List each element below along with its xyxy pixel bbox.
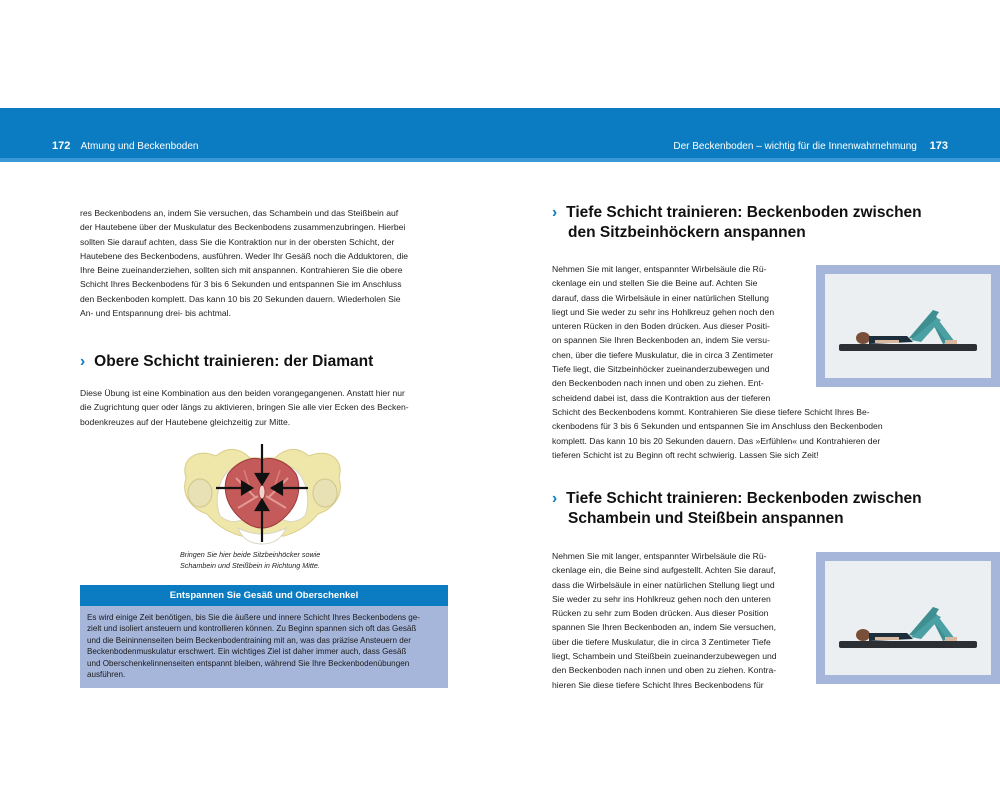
text-line: ckenlage ein und stellen Sie die Beine auf. Achten Sie <box>552 278 758 289</box>
text-line: liegt und Sie weder zu sehr ins Hohlkreuz gehen noch den <box>552 306 775 317</box>
text-line: zielt und isoliert ansteuern und kontrollieren können. Zu Beginn spannen sich oft das Gesäß <box>87 624 417 634</box>
text-line: über die tiefere Muskulatur, die in circa 3 Zentimeter Tiefe <box>552 636 771 647</box>
text-line: dass die Wirbelsäule in einer natürlichen Stellung liegt und <box>552 579 775 590</box>
schambein-heading-line2: Schambein und Steißbein anspannen <box>568 510 844 527</box>
chevron-right-icon: › <box>552 490 558 507</box>
text-line: scheidend dabei ist, dass die Kontraktion aus der tieferen <box>552 392 771 403</box>
exercise-photo-frame-2 <box>816 552 1000 684</box>
text-line: Rücken zu sehr zum Boden drücken. Aus dieser Position <box>552 608 769 619</box>
text-line: Schicht des Beckenbodens kommt. Kontrahieren Sie diese tiefere Schicht Ihres Be- <box>552 406 870 417</box>
continuation-paragraph <box>80 206 448 320</box>
text-line: Tiefe liegt, die Sitzbeinhöcker zueinanderzubewegen und <box>552 364 770 375</box>
right-running-header <box>673 140 948 152</box>
text-line: unteren Rücken in den Boden drücken. Aus dieser Positi- <box>552 321 770 332</box>
text-line: liegt, Schambein und Steißbein zueinanderzubewegen und <box>552 651 777 662</box>
text-line: darauf, dass die Wirbelsäule in einer natürlichen Stellung <box>552 292 769 303</box>
text-line: ckenbodens für 3 bis 6 Sekunden und entspannen Sie im Anschluss den Beckenboden <box>552 421 883 432</box>
text-line: und Oberschenkelinnenseiten entspannt bleiben, während Sie Ihre Beckenbodenübungen <box>87 658 410 668</box>
text-line: den Beckenboden nach innen und oben zu ziehen. Ent- <box>552 378 764 389</box>
sitzbein-heading-line1: Tiefe Schicht trainieren: Beckenboden zwischen <box>566 204 922 221</box>
text-line: Schicht Ihres Beckenbodens für 3 bis 6 Sekunden und entspannen Sie im Anschluss <box>80 279 402 290</box>
text-line: den Beckenboden komplett. Das kann 10 bis 20 Sekunden dauern. Wiederholen Sie <box>80 293 401 304</box>
text-line: Es wird einige Zeit benötigen, bis Sie die äußere und innere Schicht Ihres Beckenbodens ge- <box>87 613 420 622</box>
tip-box-text <box>80 606 448 680</box>
text-line: chen, über die tiefere Muskulatur, die in circa 3 Zentimeter <box>552 349 774 360</box>
text-line: Sie weder zu sehr ins Hohlkreuz gehen noch den unteren <box>552 593 771 604</box>
text-line: sollten Sie darauf achten, dass Sie die Kontraktion nur in der obersten Schicht, der <box>80 236 395 247</box>
left-running-header <box>52 140 198 152</box>
schambein-heading <box>552 489 932 529</box>
text-line: Nehmen Sie mit langer, entspannter Wirbelsäule die Rü- <box>552 264 767 274</box>
schambein-heading-line1: Tiefe Schicht trainieren: Beckenboden zwischen <box>566 490 922 507</box>
right-page-number: 173 <box>929 140 948 152</box>
text-line: ausführen. <box>87 670 126 680</box>
schambein-paragraph <box>552 549 814 692</box>
text-line: komplett. Das kann 10 bis 20 Sekunden dauern. Das »Erfühlen« und Kontrahieren der <box>552 435 881 446</box>
text-line: tieferen Schicht ist zu Beginn oft recht schwierig. Lassen Sie sich Zeit! <box>552 449 819 460</box>
exercise-photo-2 <box>825 561 991 675</box>
diamant-heading-text: Obere Schicht trainieren: der Diamant <box>94 353 374 370</box>
caption-line: Bringen Sie hier beide Sitzbeinhöcker sowie <box>180 550 321 559</box>
text-line: die Zugrichtung quer oder längs zu aktivieren, bringen Sie alle vier Ecken des Becken- <box>80 402 409 413</box>
text-line: bodenkreuzes auf der Hautebene gleichzeitig zur Mitte. <box>80 416 291 427</box>
pelvic-floor-illustration <box>180 438 345 546</box>
sitzbein-paragraph <box>552 262 920 462</box>
text-line: res Beckenbodens an, indem Sie versuchen, das Schambein und das Steißbein auf <box>80 208 399 218</box>
text-line: Nehmen Sie mit langer, entspannter Wirbelsäule die Rü- <box>552 551 767 561</box>
woman-lying-on-mat-illustration <box>825 561 991 675</box>
tip-box <box>80 585 448 688</box>
text-line: Beckenbodenmuskulatur erschwert. Ein wichtiges Ziel ist daher immer auch, dass Gesäß <box>87 647 407 657</box>
sitzbein-heading <box>552 203 932 243</box>
diamant-paragraph <box>80 386 448 429</box>
diamant-heading <box>80 353 373 371</box>
text-line: An- und Entspannung drei- bis achtmal. <box>80 308 231 319</box>
caption-line: Schambein und Steißbein in Richtung Mitte. <box>180 561 320 570</box>
left-running-title: Atmung und Beckenboden <box>80 141 199 152</box>
text-line: den Beckenboden nach innen und oben zu ziehen. Kontra- <box>552 665 777 676</box>
text-line: der Hautebene über der Muskulatur des Beckenbodens zusammenzubringen. Hierbei <box>80 222 406 233</box>
text-line: und die Beininnenseiten beim Beckenbodentraining mit an, was das präzise Ansteuern der <box>87 635 411 645</box>
sitzbein-heading-line2: den Sitzbeinhöckern anspannen <box>568 224 806 241</box>
chevron-right-icon: › <box>80 353 86 370</box>
text-line: Ihre Beine zueinanderziehen, sollten sich mit anspannen. Kontrahieren Sie die obere <box>80 265 403 276</box>
text-line: Diese Übung ist eine Kombination aus den beiden vorangegangenen. Anstatt hier nur <box>80 388 405 398</box>
illustration-caption <box>180 549 360 571</box>
right-running-title: Der Beckenboden – wichtig für die Innenwahrnehmung <box>673 141 917 152</box>
text-line: Hautebene des Beckenbodens, ausführen. Weder Ihr Gesäß noch die Adduktoren, die <box>80 250 409 261</box>
text-line: on spannen Sie Ihren Beckenboden an, indem Sie versu- <box>552 335 770 346</box>
text-line: ckenlage ein, die Beine sind aufgestellt. Achten Sie darauf, <box>552 565 776 576</box>
chevron-right-icon: › <box>552 204 558 221</box>
left-page-number: 172 <box>52 140 71 152</box>
tip-box-title: Entspannen Sie Gesäß und Oberschenkel <box>80 585 448 606</box>
text-line: spannen Sie Ihren Beckenboden an, indem Sie versuchen, <box>552 622 777 633</box>
text-line: hieren Sie diese tiefere Schicht Ihres Beckenbodens für <box>552 679 764 690</box>
header-band <box>0 108 1000 162</box>
